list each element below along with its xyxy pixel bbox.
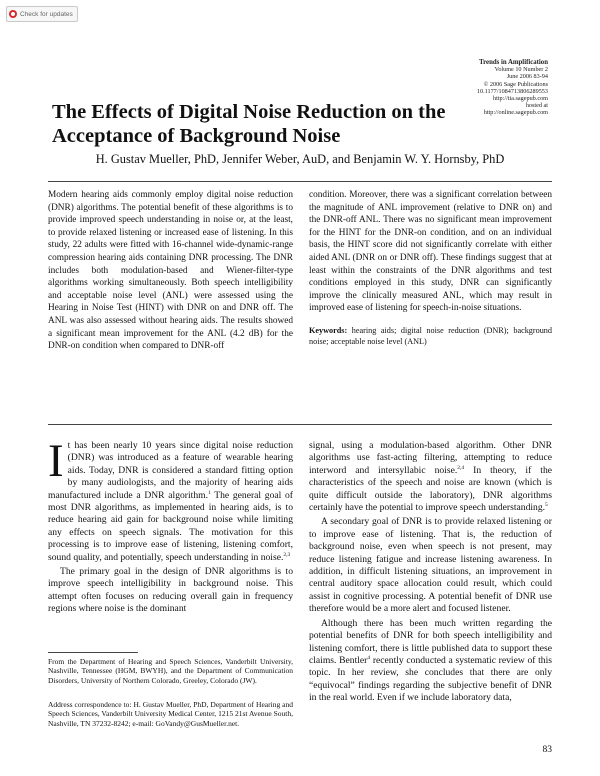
body-text: The general goal of most DNR algorithms, as implemented in hearing aids, is to reduce hearing aid gain for background noise while limiting any effects on speech signals. The motivation for this processing is to improve ease of listening, listening comfort, sound quality, and potentially, speech understanding in noise. — [48, 489, 293, 563]
body-text: t has been nearly 10 years since digital noise reduction (DNR) was introduced as a feature of wearable hearing aids. Today, DNR is considered a standard fitting option by many audiologists, and the majority of hearing aids manufactured include a DNR algorithm. — [48, 440, 293, 501]
body-text: recently conducted a systematic review of this topic. In her review, she concludes that there are only “equivocal” findings regarding the subjective benefit of DNR in the real world. Even if we include laboratory data, — [309, 654, 552, 704]
body-left-column — [48, 435, 293, 618]
page-number: 83 — [542, 745, 552, 755]
journal-line: © 2006 Sage Publications — [483, 80, 548, 88]
abstract-right-column — [309, 189, 552, 348]
check-for-updates-badge[interactable] — [6, 6, 78, 22]
article-authors: H. Gustav Mueller, PhD, Jennifer Weber, AuD, and Benjamin W. Y. Hornsby, PhD — [95, 152, 505, 166]
correspondence-footnote: Address correspondence to: H. Gustav Mueller, PhD, Department of Hearing and Speech Sciences, Vanderbilt University Medical Center, 1215 21st Avenue South, Nashville, TN 37232-8242; e-mail: GoVandy@GusMueller.net. — [48, 700, 293, 728]
keywords-text: hearing aids; digital noise reduction (DNR); background noise; acceptable noise level (ANL) — [309, 325, 552, 347]
body-text: signal, using a modulation-based algorithm. Other DNR algorithms use fast-acting filtering, attempting to reduce interword and intersyllabic noise. — [309, 440, 552, 476]
keywords — [309, 325, 552, 348]
body-text: Although there has been much written regarding the potential benefits of DNR for both speech intelligibility and listening comfort, there is little published data to support these claims. Bentler — [309, 617, 552, 666]
badge-label: Check for updates — [20, 10, 73, 18]
crossmark-icon — [9, 10, 17, 18]
article-title: The Effects of Digital Noise Reduction on the Acceptance of Background Noise — [52, 100, 446, 147]
journal-url: http://online.sagepub.com — [483, 109, 548, 117]
journal-doi: 10.1177/1084713806289553 — [476, 87, 548, 95]
body-text: In theory, if the characteristics of the speech and noise are known (which is quite difficult outside the laboratory), DNR algorithms certainly have the potential to improve speech understanding. — [309, 464, 553, 514]
body-paragraph — [309, 618, 552, 705]
abstract-text: Modern hearing aids commonly employ digital noise reduction (DNR) algorithms. The potential benefit of these algorithms is to provide improved speech understanding in noise or, at the least, to provide relaxed listening or increased ease of listening. In this study, 22 adults were fitted with 16-channel wide-dynamic-range compression hearing aids containing DNR processing. The DNR includes both modulation-based and Wiener-filter-type algorithms working simultaneously. Both speech intelligibility and acceptable noise level (ANL) were assessed using the Hearing in Noise Test (HINT) with DNR on and DNR off. The ANL was also assessed without hearing aids. The results showed a significant mean improvement for the ANL (4.2 dB) for the DNR-on condition when compared to DNR-off — [48, 190, 293, 352]
body-paragraph — [309, 440, 552, 514]
body-right-column — [309, 440, 552, 707]
abstract-top-rule — [48, 181, 552, 182]
body-paragraph: The primary goal in the design of DNR algorithms is to improve speech intelligibility in background noise. This attempt often focuses on reducing overall gain in frequency regions where noise is the dominant — [48, 566, 293, 615]
citation: 4 — [367, 654, 371, 661]
body-paragraph — [48, 435, 293, 564]
journal-name: Trends in Amplification — [479, 59, 548, 66]
footnote-rule — [48, 652, 138, 653]
body-paragraph: A secondary goal of DNR is to provide relaxed listening or to improve ease of listening. That is, the reduction of background noise, even when speech is not present, may reduce listening fatigue and increase listening awareness. In addition, in difficult listening situations, an improvement in central auditory space allocation could result, which could assist in cognitive processing. A potential benefit of DNR use therefore would be a more alert and focused listener. — [309, 516, 552, 615]
abstract-bottom-rule — [48, 424, 552, 425]
abstract-left-column — [48, 189, 293, 353]
citation: 2,4 — [457, 464, 465, 471]
citation: 1 — [207, 489, 211, 496]
drop-cap: I — [48, 435, 64, 487]
citation: 5 — [545, 501, 548, 508]
journal-line: Volume 10 Number 2 — [494, 66, 548, 74]
journal-line: June 2006 83-94 — [506, 73, 548, 81]
abstract-text: condition. Moreover, there was a significant correlation between the magnitude of ANL improvement (relative to DNR on) and the DNR-off ANL. There was no significant mean improvement for the HINT for the DNR-on condition, and on an individual basis, the HINT score did not significantly correlate with either aided ANL (DNR on or DNR off). These findings suggest that at least within the constraints of the DNR algorithms and test conditions employed in this study, DNR can significantly improve the clinically measured ANL, which may result in improved ease of listening for speech-in-noise situations. — [309, 190, 552, 314]
keywords-label: Keywords: — [309, 325, 348, 335]
citation: 2,3 — [283, 551, 291, 558]
journal-line: hosted at — [525, 102, 548, 110]
journal-url: http://tia.sagepub.com — [493, 95, 548, 103]
affiliation-footnote: From the Department of Hearing and Speech Sciences, Vanderbilt University, Nashville, Tennessee (HGM, BWYH), and the Department of Communication Disorders, University of Northern Colorado, Greeley, Colorado (JW). — [48, 657, 293, 685]
